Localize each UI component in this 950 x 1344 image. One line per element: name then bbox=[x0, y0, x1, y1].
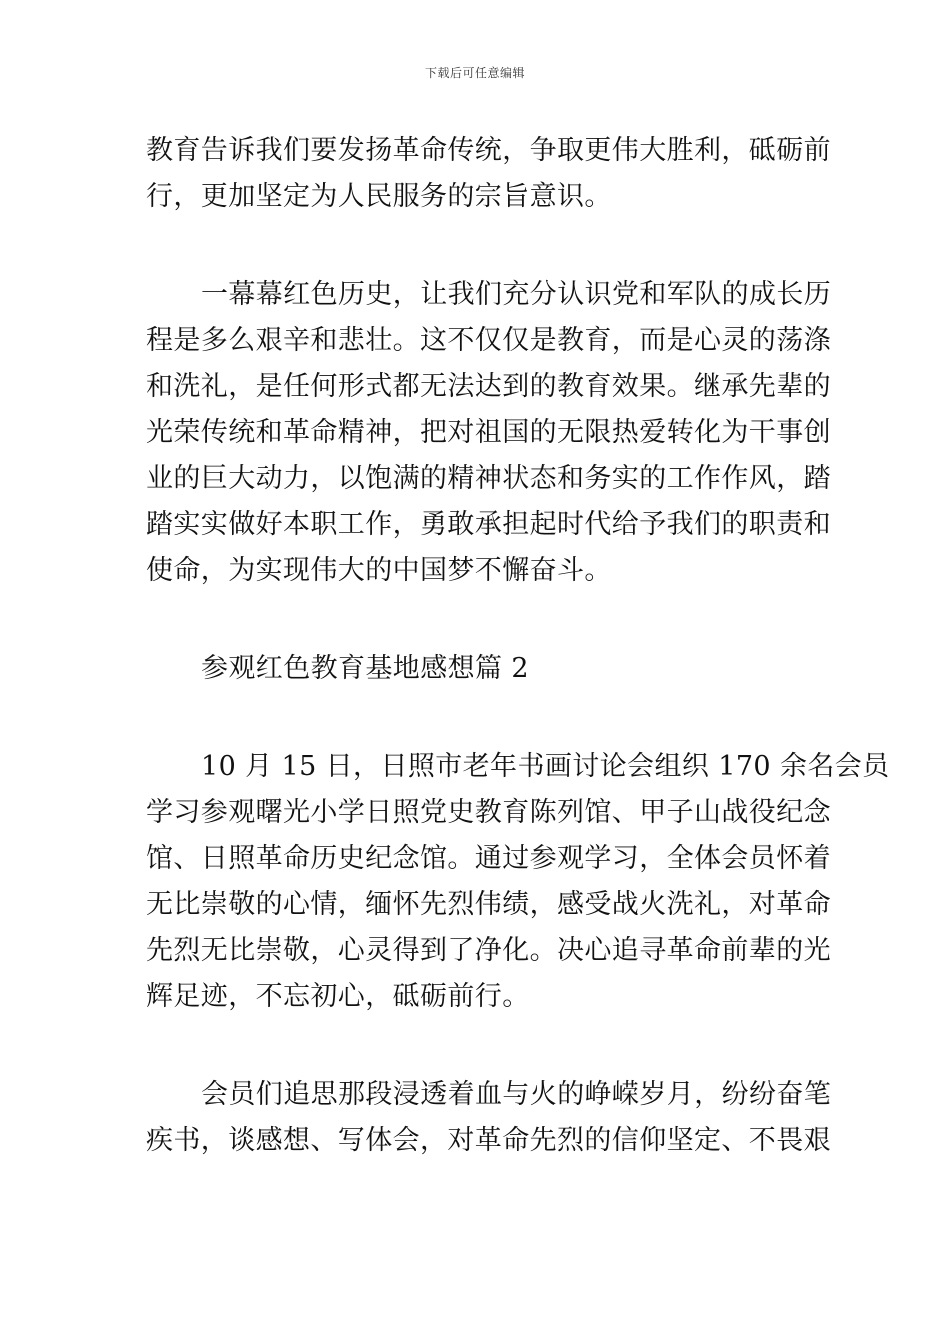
text-line: 10 月 15 日，日照市老年书画讨论会组织 170 余名会员 bbox=[201, 751, 890, 782]
paragraph-1 bbox=[146, 128, 831, 220]
text-line: 会员们追思那段浸透着血与火的峥嵘岁月，纷纷奋笔 bbox=[201, 1079, 832, 1110]
text-line: 业的巨大动力，以饱满的精神状态和务实的工作作风，踏 bbox=[146, 463, 831, 494]
text-line: 使命，为实现伟大的中国梦不懈奋斗。 bbox=[146, 555, 612, 586]
paragraph-2 bbox=[146, 272, 832, 594]
text-line: 馆、日照革命历史纪念馆。通过参观学习，全体会员怀着 bbox=[146, 843, 831, 874]
text-line: 和洗礼，是任何形式都无法达到的教育效果。继承先辈的 bbox=[146, 371, 831, 402]
document-body bbox=[146, 128, 890, 1164]
text-line: 辉足迹，不忘初心，砥砺前行。 bbox=[146, 981, 530, 1012]
text-line: 学习参观曙光小学日照党史教育陈列馆、甲子山战役纪念 bbox=[146, 797, 831, 828]
text-line: 一幕幕红色历史，让我们充分认识党和军队的成长历 bbox=[201, 279, 832, 310]
paragraph-3 bbox=[146, 744, 890, 1020]
text-line: 教育告诉我们要发扬革命传统，争取更伟大胜利，砥砺前 bbox=[146, 135, 831, 166]
text-line: 疾书，谈感想、写体会，对革命先烈的信仰坚定、不畏艰 bbox=[146, 1125, 831, 1156]
text-line: 无比崇敬的心情，缅怀先烈伟绩，感受战火洗礼，对革命 bbox=[146, 889, 831, 920]
paragraph-4 bbox=[146, 1072, 832, 1164]
page-header: 下载后可任意编辑 bbox=[424, 66, 525, 80]
text-line: 先烈无比崇敬，心灵得到了净化。决心追寻革命前辈的光 bbox=[146, 935, 831, 966]
text-line: 踏实实做好本职工作，勇敢承担起时代给予我们的职责和 bbox=[146, 509, 831, 540]
text-line: 行，更加坚定为人民服务的宗旨意识。 bbox=[146, 181, 612, 212]
section-title: 参观红色教育基地感想篇 2 bbox=[201, 653, 529, 684]
section-heading bbox=[146, 646, 806, 692]
text-line: 程是多么艰辛和悲壮。这不仅仅是教育，而是心灵的荡涤 bbox=[146, 325, 831, 356]
text-line: 光荣传统和革命精神，把对祖国的无限热爱转化为干事创 bbox=[146, 417, 831, 448]
